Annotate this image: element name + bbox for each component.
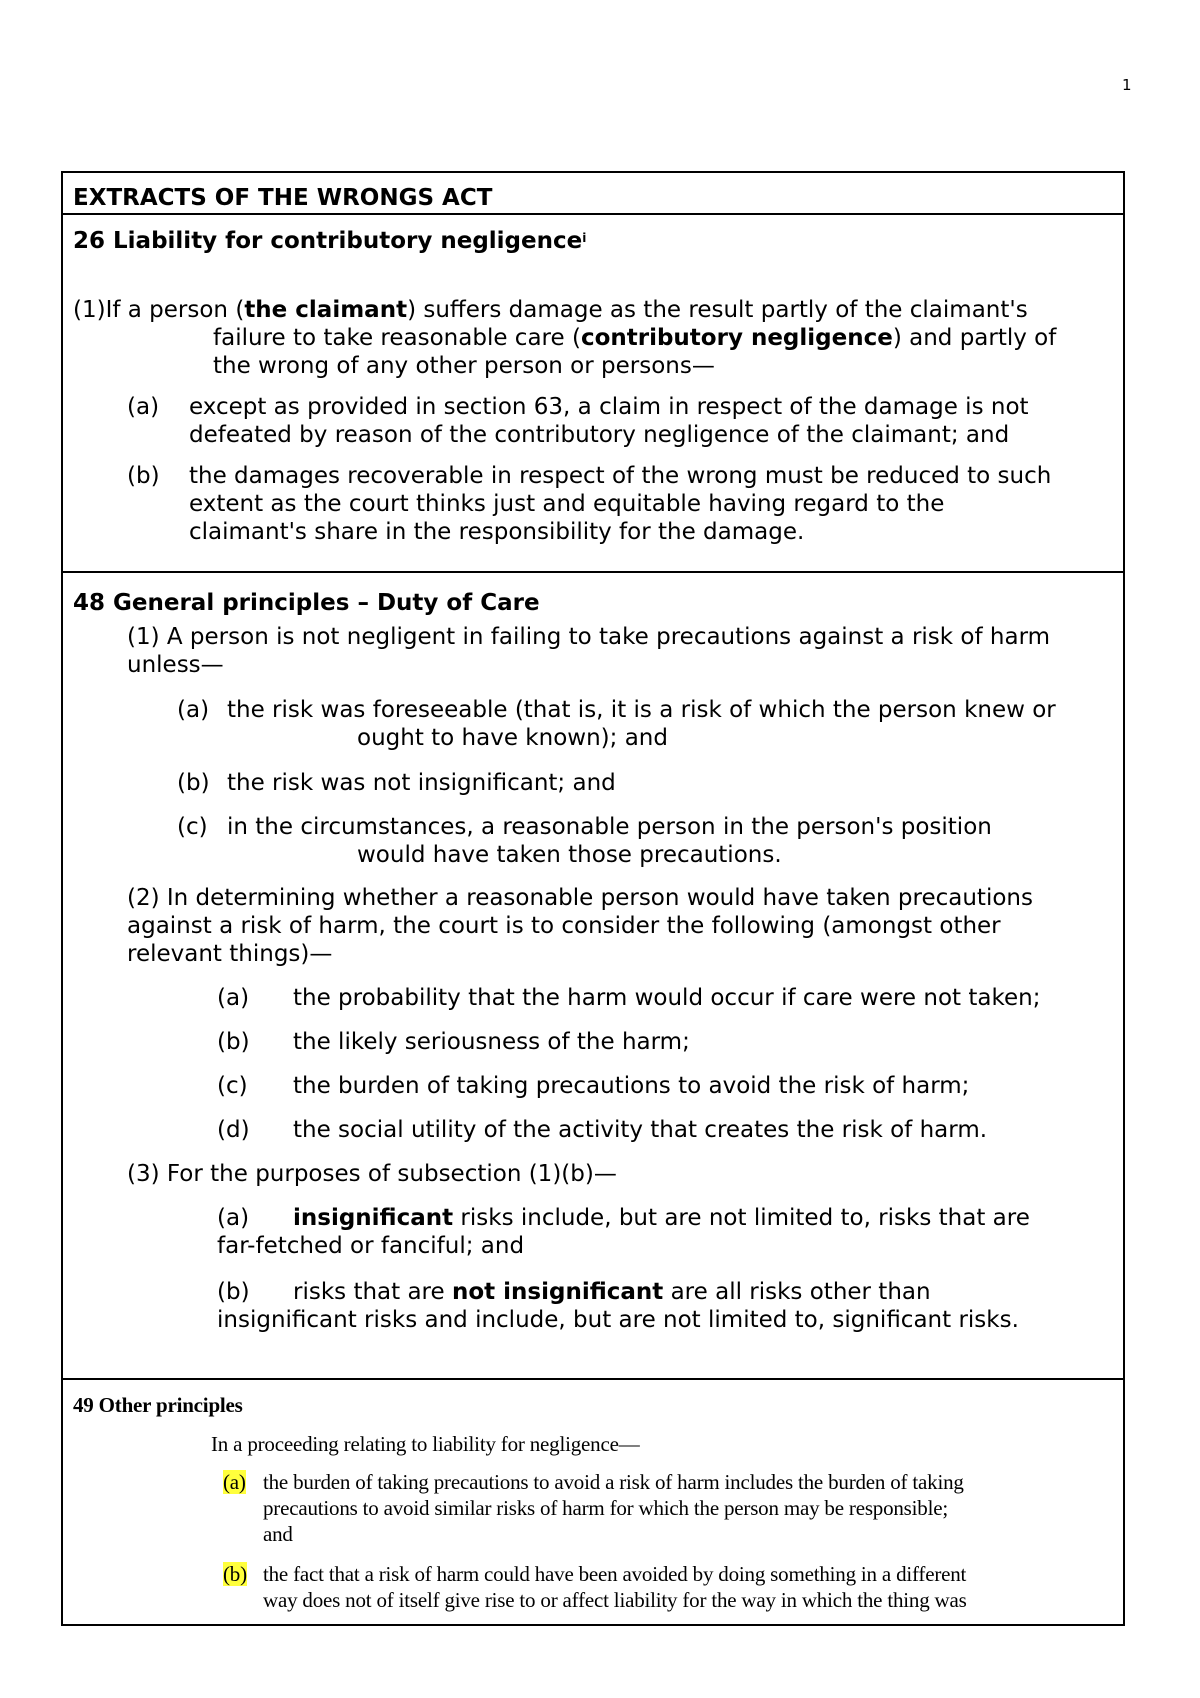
s26-sub1-line3: the wrong of any other person or persons— (213, 353, 715, 379)
section-49 (63, 1380, 1123, 1626)
section-26-heading: 26 Liability for contributory negligence$^i$ (73, 228, 587, 254)
s26-item-a-line2: defeated by reason of the contributory negligence of the claimant; and (189, 422, 1010, 448)
s48-sub3-a-line2: far-fetched or fanciful; and (217, 1233, 525, 1259)
s48-sub3-line1: (3) For the purposes of subsection (1)(b)— (127, 1161, 617, 1187)
s49-item-a-label (223, 1469, 246, 1495)
s49-item-b-line1: the fact that a risk of harm could have been avoided by doing something in a different (263, 1562, 967, 1586)
s48-sub1-line1: (1) A person is not negligent in failing to take precautions against a risk of harm (127, 624, 1051, 650)
title-row (63, 173, 1123, 215)
s48-sub1-item-c-label: (c) (177, 814, 208, 840)
s48-sub2-item-b-text: the likely seriousness of the harm; (293, 1029, 690, 1055)
s48-sub1-item-c-line2: would have taken those precautions. (357, 842, 782, 868)
s48-sub1-item-b-line1: the risk was not insignificant; and (227, 770, 616, 796)
s48-sub1-item-a-line2: ought to have known); and (357, 725, 668, 751)
highlight-a: (a) (223, 1470, 246, 1494)
s49-intro: In a proceeding relating to liability for negligence— (211, 1432, 640, 1456)
s26-sub1-line2: failure to take reasonable care (contributory negligence) and partly of (213, 325, 1057, 351)
s48-sub2-item-a-label: (a) (217, 985, 250, 1011)
extract-table (61, 171, 1125, 1626)
s48-sub3-b-line2: insignificant risks and include, but are not limited to, significant risks. (217, 1307, 1019, 1333)
s48-sub3-b-label: (b) (217, 1279, 250, 1305)
s26-item-b-line2: extent as the court thinks just and equitable having regard to the (189, 491, 945, 517)
page-number: 1 (1122, 76, 1132, 94)
s48-sub2-line1: (2) In determining whether a reasonable person would have taken precautions (127, 885, 1033, 911)
s48-sub2-item-c-text: the burden of taking precautions to avoid the risk of harm; (293, 1073, 970, 1099)
s48-sub3-a-line1: insignificant risks include, but are not limited to, risks that are (293, 1205, 1030, 1231)
s26-item-b-line3: claimant's share in the responsibility for the damage. (189, 519, 805, 545)
s48-sub1-item-c-line1: in the circumstances, a reasonable person in the person's position (227, 814, 992, 840)
s26-sub1-line1: (1)If a person (the claimant) suffers damage as the result partly of the claimant's (73, 297, 1028, 323)
s48-sub3-a-label: (a) (217, 1205, 250, 1231)
s26-item-b-label: (b) (127, 463, 160, 489)
section-49-heading: 49 Other principles (73, 1393, 243, 1417)
s48-sub2-item-d-text: the social utility of the activity that creates the risk of harm. (293, 1117, 988, 1143)
section-48-heading: 48 General principles – Duty of Care (73, 590, 540, 616)
s48-sub2-item-b-label: (b) (217, 1029, 250, 1055)
s48-sub1-item-b-label: (b) (177, 770, 210, 796)
s48-sub2-item-c-label: (c) (217, 1073, 248, 1099)
document-title: EXTRACTS OF THE WRONGS ACT (73, 185, 493, 211)
s49-item-b-line2: way does not of itself give rise to or affect liability for the way in which the thing was (263, 1588, 967, 1612)
s26-item-a-line1: except as provided in section 63, a claim in respect of the damage is not (189, 394, 1029, 420)
s26-item-a-label: (a) (127, 394, 160, 420)
s49-item-a-line1: the burden of taking precautions to avoid a risk of harm includes the burden of taking (263, 1470, 964, 1494)
s49-item-a-line2: precautions to avoid similar risks of harm for which the person may be responsible; (263, 1496, 948, 1520)
highlight-b: (b) (223, 1562, 247, 1586)
s48-sub2-line3: relevant things)— (127, 941, 333, 967)
section-26 (63, 215, 1123, 573)
s48-sub1-line2: unless— (127, 652, 224, 678)
s48-sub2-item-d-label: (d) (217, 1117, 250, 1143)
s48-sub1-item-a-label: (a) (177, 697, 210, 723)
s49-item-a-line3: and (263, 1522, 293, 1546)
s48-sub2-item-a-text: the probability that the harm would occur if care were not taken; (293, 985, 1041, 1011)
s26-item-b-line1: the damages recoverable in respect of the wrong must be reduced to such (189, 463, 1052, 489)
s49-item-b-label (223, 1561, 247, 1587)
section-48 (63, 573, 1123, 1380)
s48-sub2-line2: against a risk of harm, the court is to consider the following (amongst other (127, 913, 1001, 939)
s48-sub3-b-line1: risks that are not insignificant are all risks other than (293, 1279, 931, 1305)
table-bottom-border (61, 1624, 1125, 1626)
footnote-marker[interactable]: i (582, 231, 587, 245)
s48-sub1-item-a-line1: the risk was foreseeable (that is, it is a risk of which the person knew or (227, 697, 1056, 723)
